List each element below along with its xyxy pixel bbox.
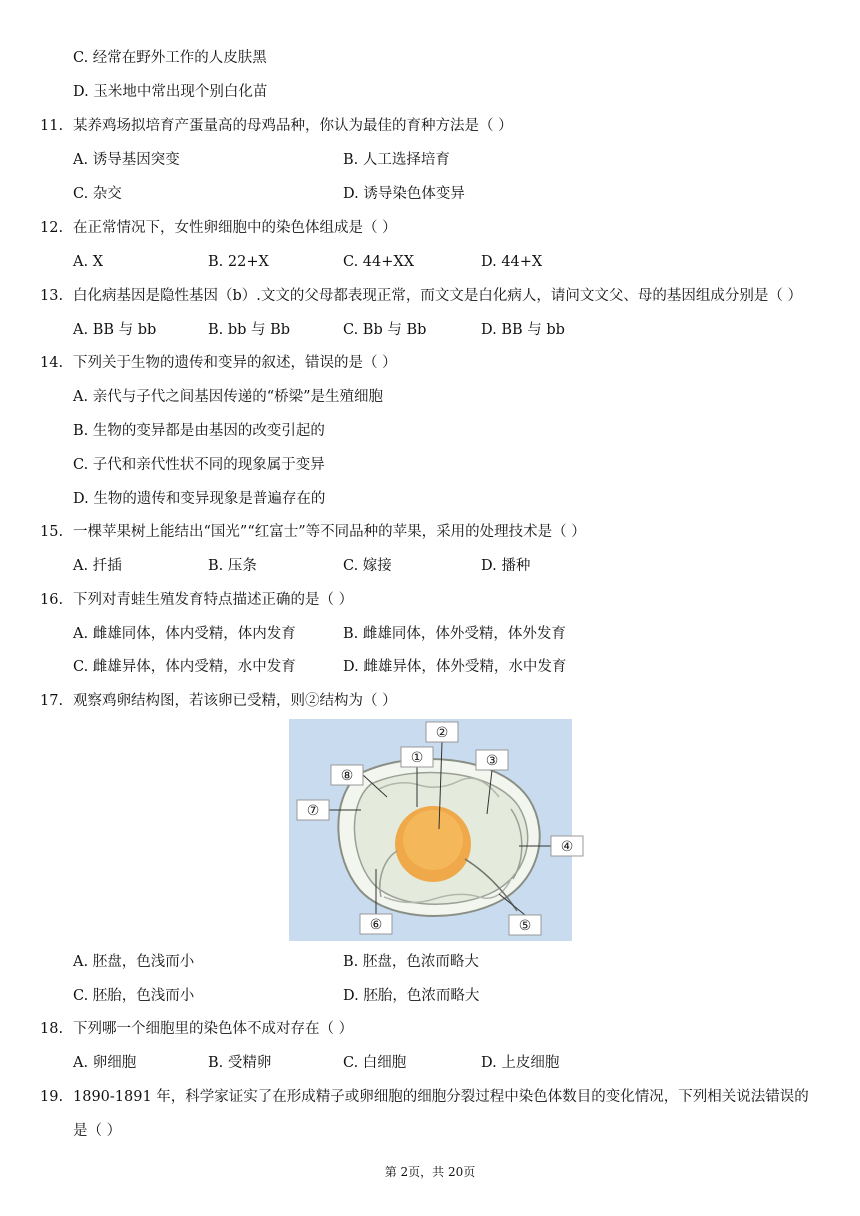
figure-label: ⑤ xyxy=(518,918,532,934)
question-number: 11. xyxy=(40,118,64,134)
figure-label: ④ xyxy=(560,839,574,855)
question-text: 下列对青蛙生殖发育特点描述正确的是（ ） xyxy=(73,592,354,608)
question-text: 一棵苹果树上能结出“国光”“红富士”等不同品种的苹果，采用的处理技术是（ ） xyxy=(73,524,586,540)
figure-label: ⑧ xyxy=(340,768,354,784)
question-text: 下列关于生物的遗传和变异的叙述，错误的是（ ） xyxy=(73,355,397,371)
egg-yolk-highlight xyxy=(403,810,463,870)
answer-option: B. bb 与 Bb xyxy=(208,322,291,338)
figure-label: ② xyxy=(435,725,449,741)
answer-option: C. 44+XX xyxy=(343,254,415,270)
answer-option: B. 人工选择培育 xyxy=(343,152,450,168)
answer-option: D. 上皮细胞 xyxy=(481,1055,560,1071)
answer-option: D. 生物的遗传和变异现象是普遍存在的 xyxy=(73,491,326,507)
answer-option: D. 诱导染色体变异 xyxy=(343,186,465,202)
answer-option: B. 雌雄同体，体外受精，体外发育 xyxy=(343,626,566,642)
figure-label: ③ xyxy=(485,753,499,769)
question-text: 观察鸡卵结构图，若该卵已受精，则②结构为（ ） xyxy=(73,693,397,709)
answer-option: A. 亲代与子代之间基因传递的“桥梁”是生殖细胞 xyxy=(73,389,384,405)
answer-option: C. 嫁接 xyxy=(343,558,392,574)
answer-option: A. 雌雄同体，体内受精，体内发育 xyxy=(73,626,296,642)
answer-option: C. Bb 与 Bb xyxy=(343,322,427,338)
question-text: 下列哪一个细胞里的染色体不成对存在（ ） xyxy=(73,1021,354,1037)
figure-label: ⑥ xyxy=(369,917,383,933)
chicken-egg-diagram xyxy=(289,719,572,941)
answer-option: D. 44+X xyxy=(481,254,543,270)
question-number: 18. xyxy=(40,1021,64,1037)
question-text: 在正常情况下，女性卵细胞中的染色体组成是（ ） xyxy=(73,220,397,236)
answer-option: D. 玉米地中常出现个别白化苗 xyxy=(73,84,268,100)
answer-option: 是（ ） xyxy=(73,1123,122,1139)
egg-structure-figure xyxy=(289,719,572,941)
question-number: 17. xyxy=(40,693,64,709)
figure-label: ① xyxy=(410,750,424,766)
answer-option: B. 生物的变异都是由基因的改变引起的 xyxy=(73,423,325,439)
answer-option: D. 雌雄异体，体外受精，水中发育 xyxy=(343,659,567,675)
answer-option: B. 22+X xyxy=(208,254,269,270)
answer-option: A. X xyxy=(73,254,104,270)
answer-option: A. BB 与 bb xyxy=(73,322,157,338)
page-footer: 第 2页，共 20页 xyxy=(384,1165,476,1179)
answer-option: A. 诱导基因突变 xyxy=(73,152,180,168)
answer-option: C. 杂交 xyxy=(73,186,122,202)
answer-option: A. 卵细胞 xyxy=(73,1055,137,1071)
question-number: 12. xyxy=(40,220,64,236)
question-number: 15. xyxy=(40,524,64,540)
answer-option: D. 胚胎，色浓而略大 xyxy=(343,988,480,1004)
answer-option: C. 白细胞 xyxy=(343,1055,407,1071)
answer-option: C. 子代和亲代性状不同的现象属于变异 xyxy=(73,457,325,473)
answer-option: C. 胚胎，色浅而小 xyxy=(73,988,195,1004)
question-text: 某养鸡场拟培育产蛋量高的母鸡品种，你认为最佳的育种方法是（ ） xyxy=(73,118,513,134)
question-number: 14. xyxy=(40,355,64,371)
question-number: 16. xyxy=(40,592,64,608)
answer-option: B. 压条 xyxy=(208,558,257,574)
answer-option: C. 经常在野外工作的人皮肤黑 xyxy=(73,50,267,66)
answer-option: D. BB 与 bb xyxy=(481,322,565,338)
question-text: 1890-1891 年，科学家证实了在形成精子或卵细胞的细胞分裂过程中染色体数目的变化情况，下列相关说法错误的 xyxy=(73,1089,809,1105)
question-number: 13. xyxy=(40,288,64,304)
question-text: 白化病基因是隐性基因（b）.文文的父母都表现正常，而文文是白化病人，请问文文父、母的基因组成分别是（ ） xyxy=(73,288,802,304)
answer-option: B. 胚盘，色浓而略大 xyxy=(343,954,479,970)
figure-label: ⑦ xyxy=(306,803,320,819)
answer-option: A. 胚盘，色浅而小 xyxy=(73,954,195,970)
question-number: 19. xyxy=(40,1089,64,1105)
answer-option: A. 扦插 xyxy=(73,558,122,574)
answer-option: D. 播种 xyxy=(481,558,531,574)
answer-option: C. 雌雄异体，体内受精，水中发育 xyxy=(73,659,296,675)
answer-option: B. 受精卵 xyxy=(208,1055,272,1071)
